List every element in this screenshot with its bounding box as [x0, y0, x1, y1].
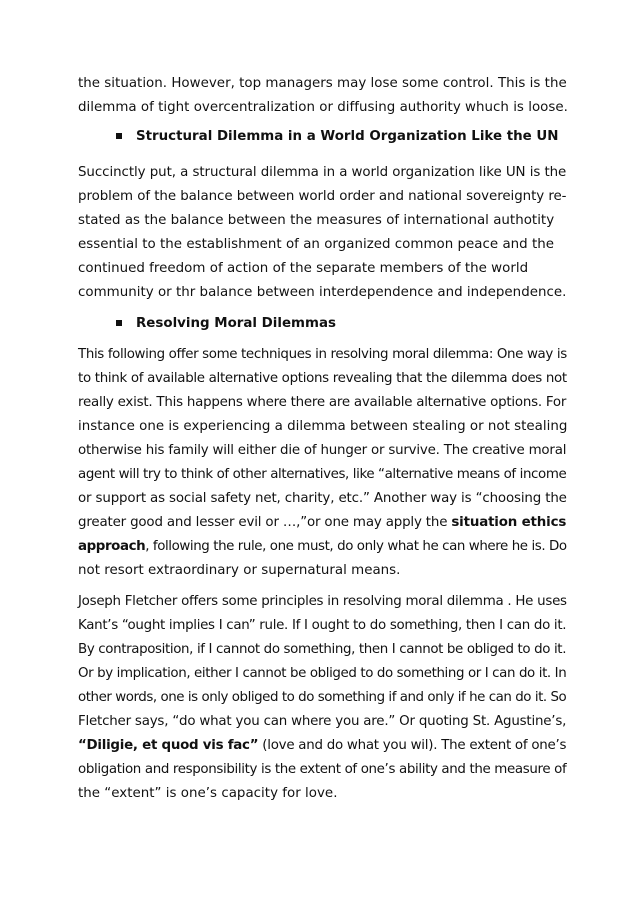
- text-line: otherwise his family will either die of hunger or survive. The creative moral: [78, 443, 567, 458]
- text-line: stated as the balance between the measures of international authotity: [78, 213, 555, 228]
- text-line: the “extent” is one’s capacity for love.: [78, 786, 338, 801]
- paragraph-structural-dilemma: [78, 161, 568, 305]
- text-line: [78, 535, 568, 559]
- text-line: Kant’s “ought implies I can” rule. If I ought to do something, then I can do it.: [78, 618, 567, 633]
- text-line: dilemma of tight overcentralization or diffusing authority whuch is loose.: [78, 100, 568, 115]
- text-line: By contraposition, if I cannot do something, then I cannot be obliged to do it.: [78, 642, 567, 657]
- text-line: instance one is experiencing a dilemma between stealing or not stealing: [78, 419, 568, 434]
- text-line: problem of the balance between world order and national sovereignty re-: [78, 189, 567, 204]
- text-line: Or by implication, either I cannot be obliged to do something or I can do it. In: [78, 666, 567, 681]
- text-line: [78, 734, 568, 758]
- text-line: agent will try to think of other alternatives, like “alternative means of income: [78, 467, 567, 482]
- square-bullet-icon: [116, 320, 122, 326]
- paragraph-resolving-techniques: [78, 343, 568, 583]
- text-line: not resort extraordinary or supernatural means.: [78, 563, 401, 578]
- bold-term-situation-ethics: situation ethics: [451, 515, 567, 530]
- text-line: obligation and responsibility is the extent of one’s ability and the measure of: [78, 762, 567, 777]
- text-line: Succinctly put, a structural dilemma in a world organization like UN is the: [78, 165, 567, 180]
- text-line: to think of available alternative options revealing that the dilemma does not: [78, 371, 567, 386]
- text-line: the situation. However, top managers may lose some control. This is the: [78, 76, 567, 91]
- text-line: This following offer some techniques in resolving moral dilemma: One way is: [78, 347, 567, 362]
- paragraph-overcentralization: [78, 72, 568, 120]
- heading-label: Structural Dilemma in a World Organization Like the UN: [136, 129, 559, 144]
- text-run: greater good and lesser evil or …,”or one may apply the: [78, 515, 452, 530]
- square-bullet-icon: [116, 133, 122, 139]
- heading-label: Resolving Moral Dilemmas: [136, 316, 336, 331]
- text-line: continued freedom of action of the separate members of the world: [78, 261, 529, 276]
- text-line: other words, one is only obliged to do something if and only if he can do it. So: [78, 690, 567, 705]
- text-line: community or thr balance between interdependence and independence.: [78, 285, 567, 300]
- text-run: , following the rule, one must, do only what he can where he is. Do: [145, 539, 567, 554]
- text-line: or support as social safety net, charity, etc.” Another way is “choosing the: [78, 491, 567, 506]
- text-line: Fletcher says, “do what you can where you are.” Or quoting St. Agustine’s,: [78, 714, 567, 729]
- text-line: Joseph Fletcher offers some principles in resolving moral dilemma . He uses: [78, 594, 567, 609]
- text-line: [78, 511, 568, 535]
- paragraph-joseph-fletcher: [78, 590, 568, 806]
- bold-latin-quote: “Diligie, et quod vis fac”: [78, 738, 259, 753]
- bold-term-approach: approach: [78, 539, 146, 554]
- text-line: essential to the establishment of an organized common peace and the: [78, 237, 555, 252]
- text-run: (love and do what you wil). The extent of one’s: [258, 738, 567, 753]
- text-line: really exist. This happens where there are available alternative options. For: [78, 395, 567, 410]
